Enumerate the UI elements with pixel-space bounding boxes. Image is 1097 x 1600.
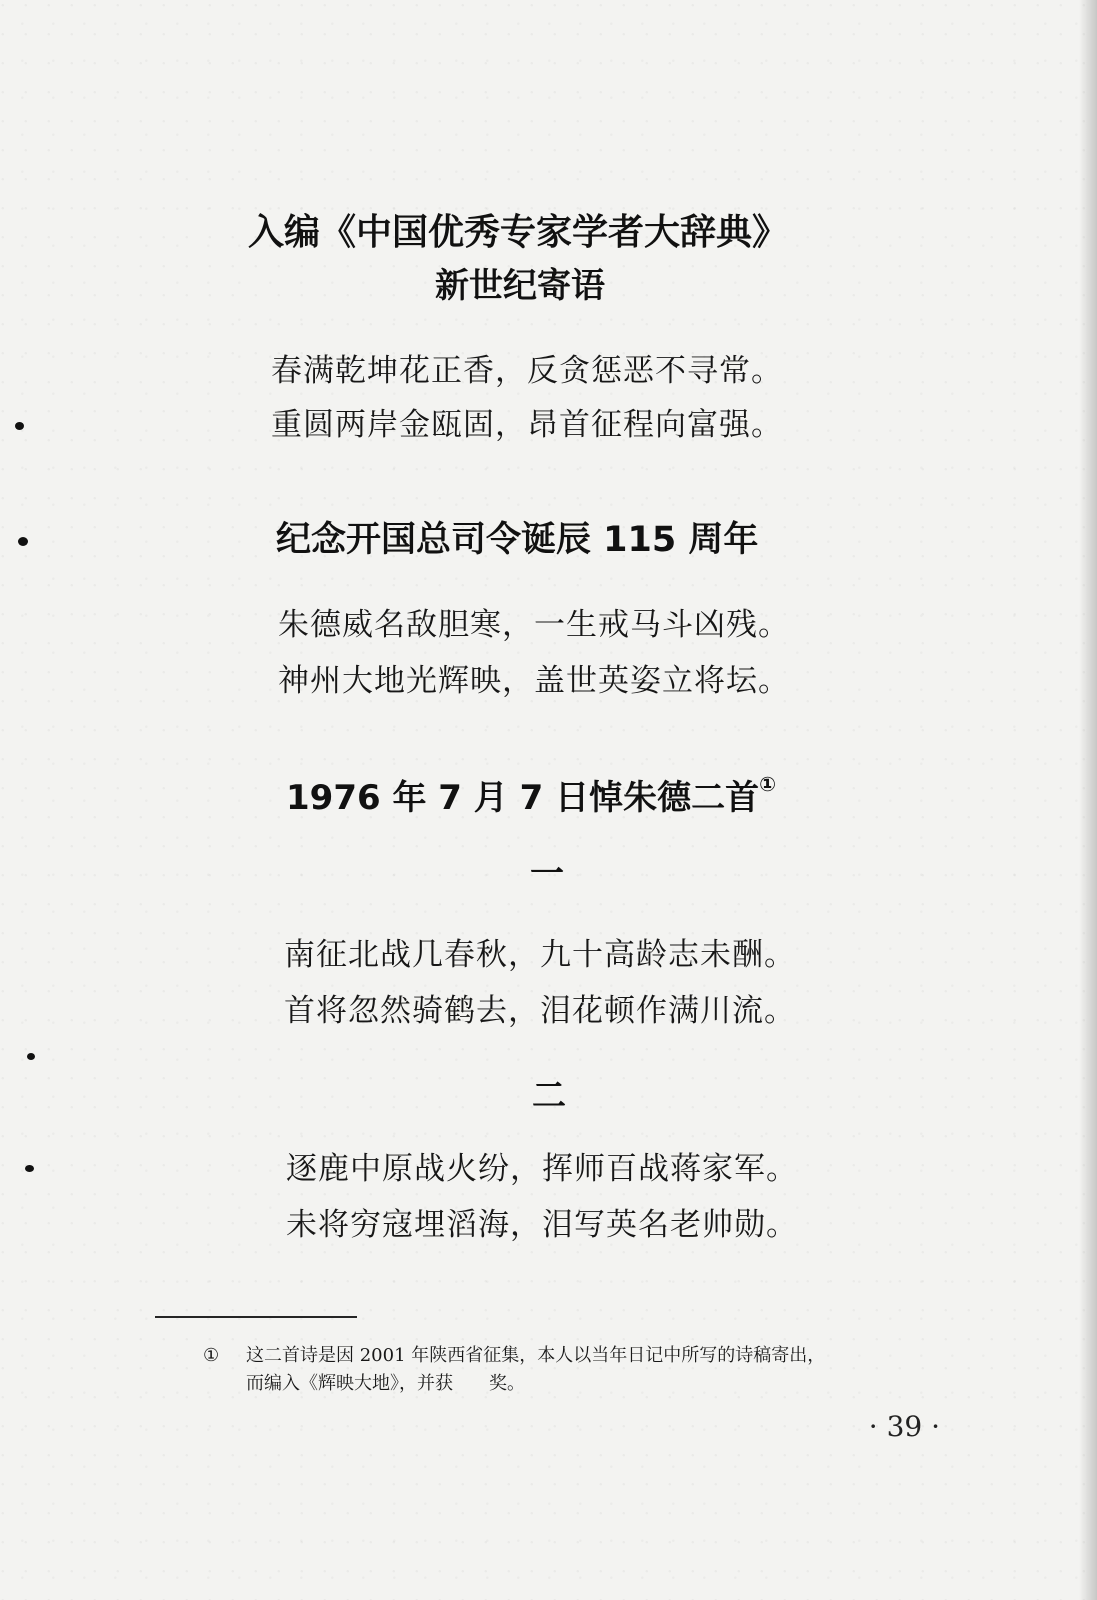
- poem-3-line-2: 首将忽然骑鹤去，泪花顿作满川流。: [284, 993, 796, 1029]
- page-number: · 39 ·: [868, 1410, 940, 1443]
- poem-1-line-2: 重圆两岸金瓯固，昂首征程向富强。: [271, 407, 783, 443]
- footnote-marker: ①: [203, 1345, 220, 1366]
- scan-speck: [27, 1053, 35, 1060]
- scan-edge-shadow: [1079, 0, 1097, 1600]
- section-two-label: 二: [532, 1076, 566, 1116]
- poem-3-line-1: 南征北战几春秋，九十高龄志未酬。: [284, 937, 796, 973]
- third-title: [286, 770, 776, 819]
- second-title: 纪念开国总司令诞辰 115 周年: [276, 520, 759, 560]
- footnote-line-2: 而编入《辉映大地》，并获 奖。: [246, 1373, 525, 1394]
- footnote-reference-mark: ①: [759, 772, 777, 796]
- third-title-text: 1976 年 7 月 7 日悼朱德二首: [286, 778, 760, 818]
- footnote-line-1: 这二首诗是因 2001 年陕西省征集，本人以当年日记中所写的诗稿寄出，: [246, 1345, 826, 1366]
- scan-speck: [15, 422, 24, 430]
- scan-speck: [25, 1165, 34, 1172]
- footnote-separator: [155, 1316, 357, 1318]
- main-title-line-1: 入编《中国优秀专家学者大辞典》: [248, 212, 789, 253]
- poem-1-line-1: 春满乾坤花正香，反贪惩恶不寻常。: [271, 353, 783, 389]
- main-title-line-2: 新世纪寄语: [435, 266, 605, 306]
- poem-2-line-2: 神州大地光辉映，盖世英姿立将坛。: [278, 663, 790, 699]
- poem-2-line-1: 朱德威名敌胆寒，一生戒马斗凶残。: [278, 607, 790, 643]
- section-one-label: 一: [530, 854, 564, 894]
- poem-4-line-1: 逐鹿中原战火纷，挥师百战蒋家军。: [286, 1151, 798, 1187]
- scan-speck: [18, 537, 28, 546]
- poem-4-line-2: 未将穷寇埋滔海，泪写英名老帅勋。: [286, 1207, 798, 1243]
